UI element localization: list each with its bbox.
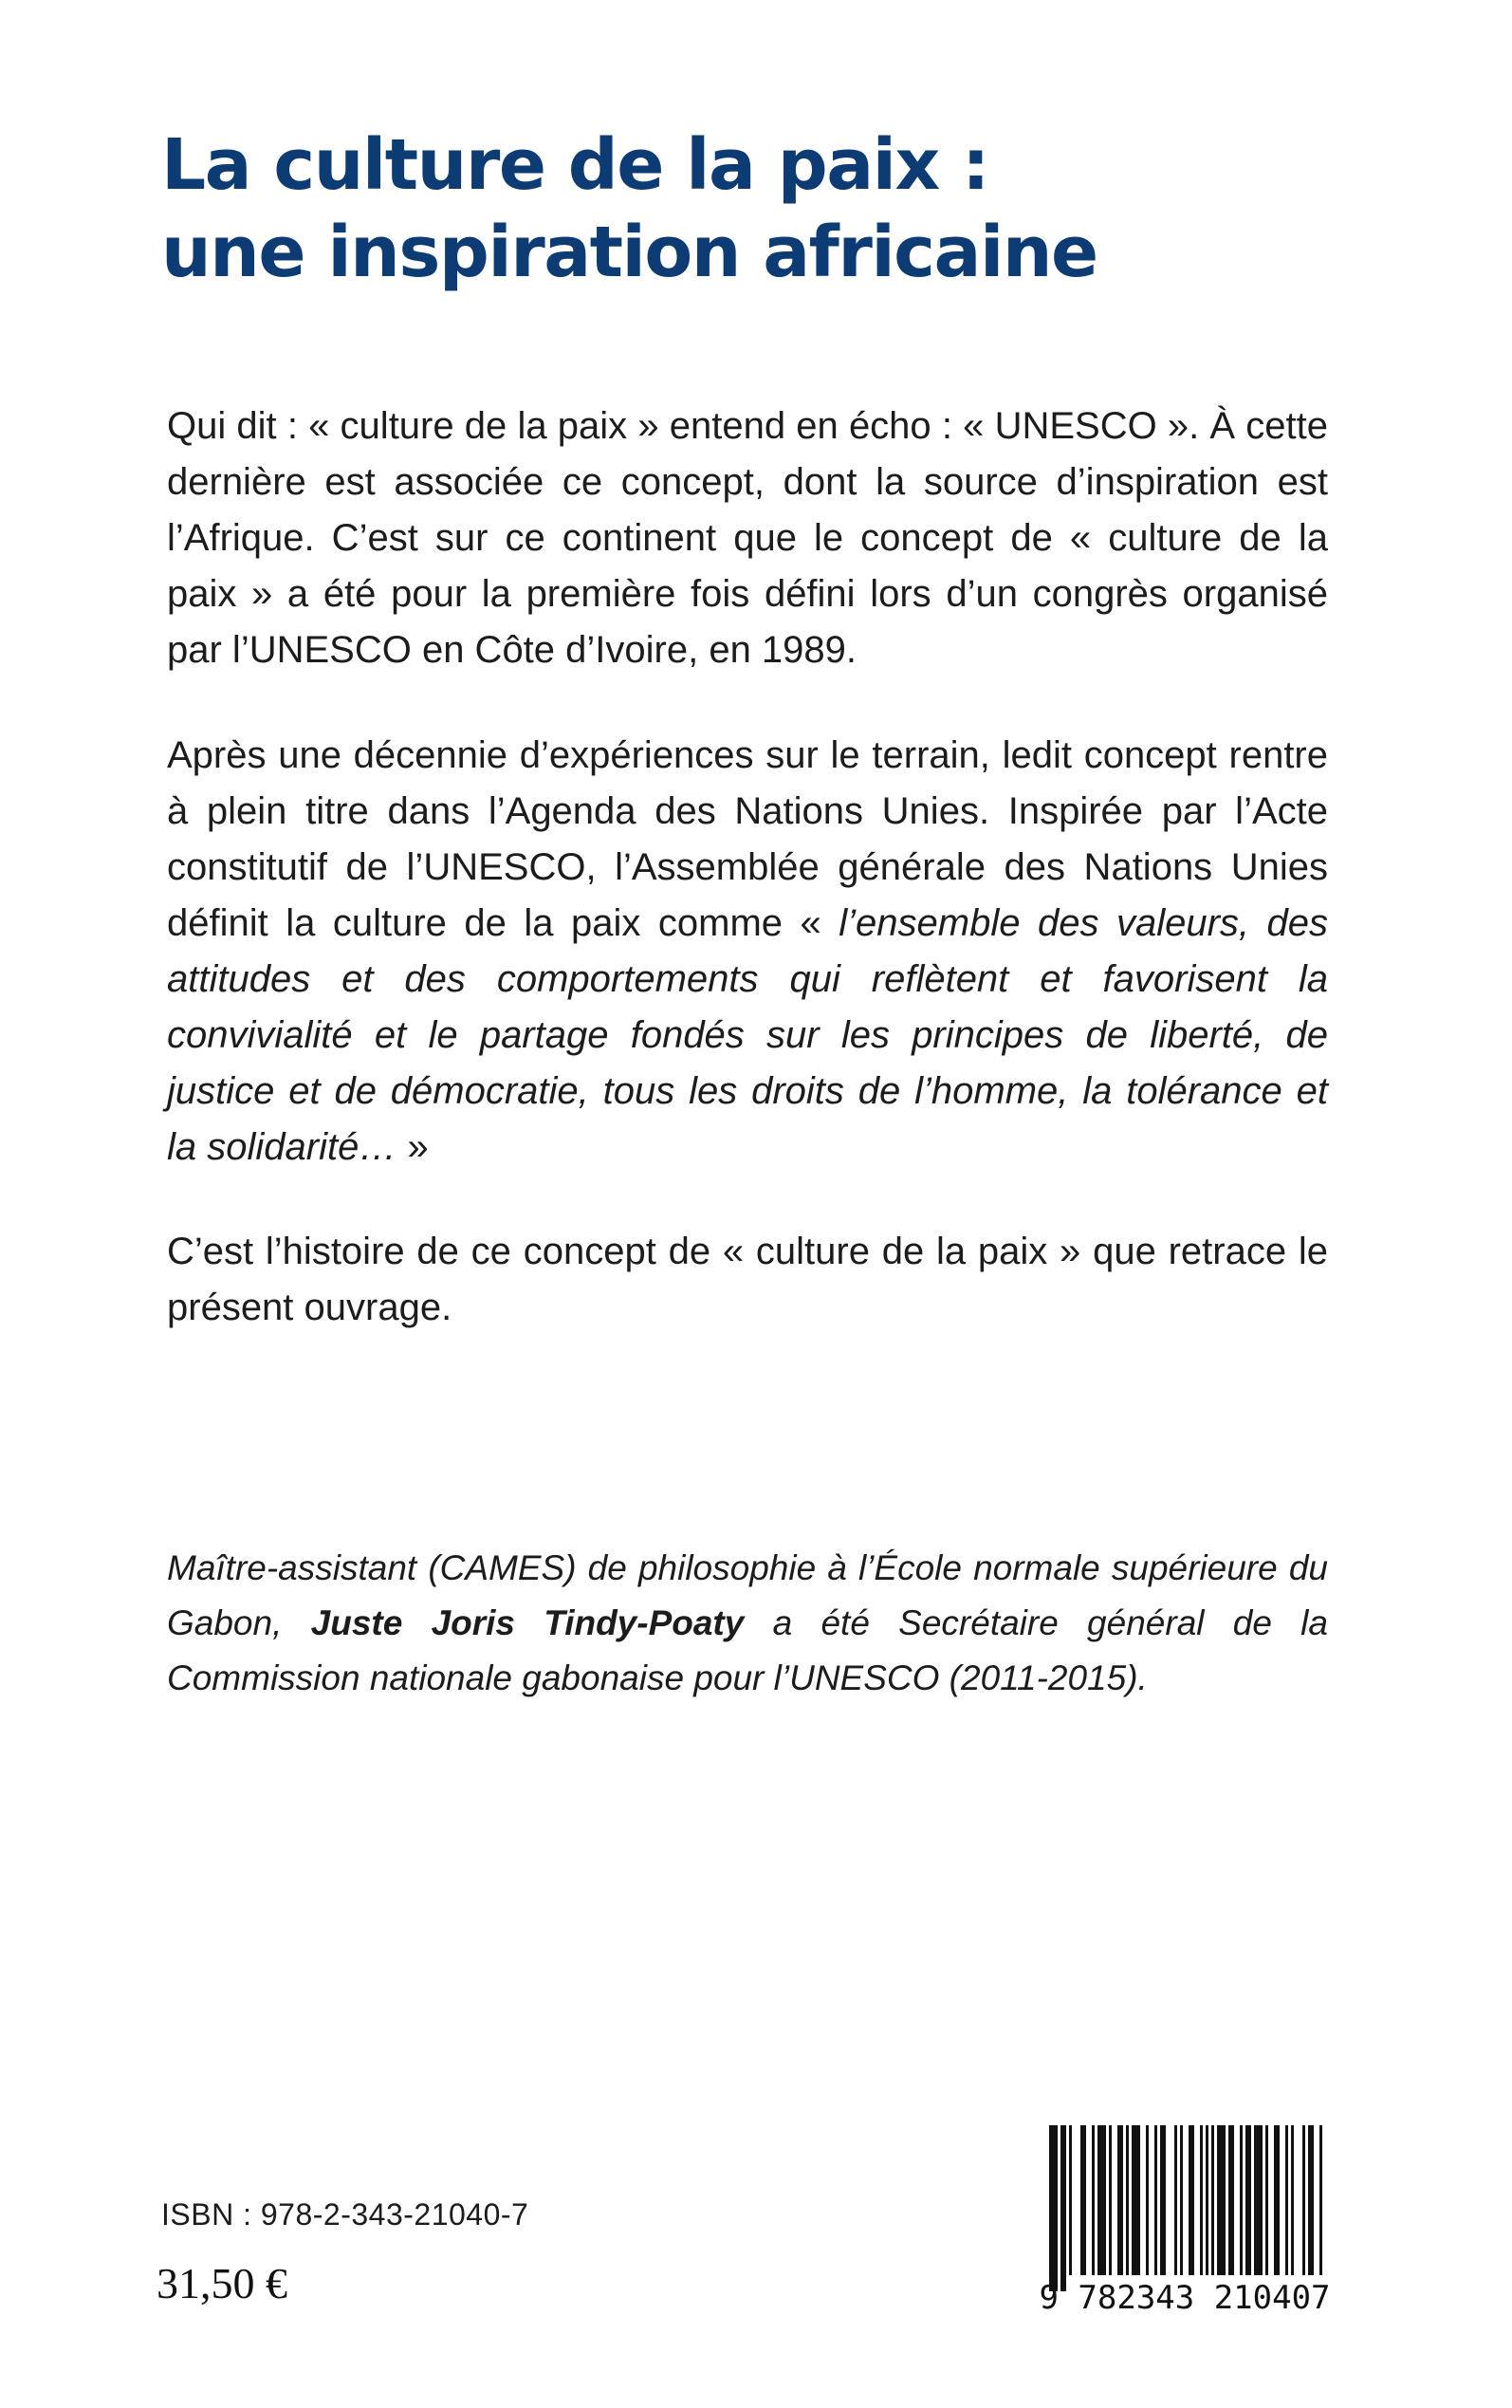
barcode-bar: [1160, 2125, 1166, 2275]
barcode-bar: [1254, 2125, 1263, 2275]
barcode-bar: [1211, 2125, 1214, 2275]
barcode-bar: [1200, 2125, 1203, 2275]
author-bio: [167, 1541, 1328, 1706]
blurb-paragraph-2: [167, 728, 1328, 1176]
barcode-bar: [1180, 2125, 1183, 2275]
barcode-bar: [1265, 2125, 1268, 2275]
author-bio-intro: Maître-assistant (CAMES) de philosophie à l’École normale supérieure du Gabon,: [167, 1548, 1328, 1642]
author-bio-rest: a été Secrétaire général de la Commission nationale gabonaise pour l’UNESCO (2011-2015).: [167, 1603, 1328, 1697]
isbn-label: ISBN : 978-2-343-21040-7: [161, 2197, 529, 2232]
barcode-bar: [1126, 2125, 1129, 2275]
price-label: 31,50 €: [157, 2259, 287, 2307]
blurb-paragraph-2-intro: Après une décennie d’expériences sur le terrain, ledit concept rentre à plein titre dans l’Agenda des Nations Unies. Inspirée par l’Acte constitutif de l’UNESCO, l’Assemblée générale des Nations Unies définit la culture de la paix comme «: [167, 734, 1328, 944]
author-name: Juste Joris Tindy-Poaty: [310, 1603, 745, 1642]
barcode-bar: [1146, 2125, 1149, 2275]
barcode-bar: [1274, 2125, 1280, 2275]
barcode-bar: [1189, 2125, 1194, 2275]
barcode-bar: [1080, 2125, 1086, 2275]
barcode-bar: [1308, 2125, 1314, 2275]
ean13-barcode-icon: [1030, 2125, 1339, 2340]
barcode-bar: [1285, 2125, 1288, 2275]
barcode-bar: [1097, 2125, 1106, 2275]
barcode-bar: [1132, 2125, 1140, 2275]
barcode-digits: 9 782343 210407: [1039, 2279, 1331, 2317]
barcode-bar: [1069, 2125, 1072, 2275]
barcode-bar: [1228, 2125, 1234, 2275]
barcode-bar: [1174, 2125, 1177, 2275]
title-line-1: La culture de la paix :: [161, 124, 989, 206]
un-definition-quote: l’ensemble des valeurs, des attitudes et des comportements qui reflètent et favorisent la convivialité et le partage fondés sur les principes de liberté, de justice et de démocratie, tous les droits de l’homme, la tolérance et la solidarité…: [167, 902, 1329, 1168]
blurb-paragraph-1-text: Qui dit : « culture de la paix » entend en écho : « UNESCO ». À cette dernière est associée ce concept, dont la source d’inspiration est l’Afrique. C’est sur ce continent que le concept de « culture de la paix » a été pour la première fois défini lors d’un congrès organisé par l’UNESCO en Côte d’Ivoire, en 1989.: [167, 405, 1328, 671]
barcode-bar: [1092, 2125, 1095, 2275]
book-title: [161, 121, 1300, 296]
blurb-paragraph-2-close: »: [396, 1126, 429, 1168]
barcode-bar: [1240, 2125, 1243, 2275]
blurb-paragraph-3: [167, 1224, 1328, 1336]
barcode-bar: [1206, 2125, 1208, 2275]
barcode-bar: [1060, 2125, 1066, 2291]
barcode-bar: [1245, 2125, 1251, 2275]
barcode-bar: [1291, 2125, 1294, 2275]
barcode-bar: [1109, 2125, 1112, 2275]
title-line-2: une inspiration africaine: [161, 212, 1097, 293]
blurb-paragraph-1: [167, 398, 1328, 678]
barcode-bar: [1154, 2125, 1157, 2275]
barcode-bar: [1117, 2125, 1123, 2275]
blurb-paragraph-2-text: [167, 728, 1328, 1176]
barcode-bar: [1217, 2125, 1226, 2275]
blurb-paragraph-3-text: C’est l’histoire de ce concept de « culture de la paix » que retrace le présent ouvrage.: [167, 1231, 1328, 1328]
barcode-bar: [1049, 2125, 1058, 2291]
barcode-bar: [1302, 2125, 1305, 2275]
barcode-bar: [1319, 2125, 1322, 2275]
